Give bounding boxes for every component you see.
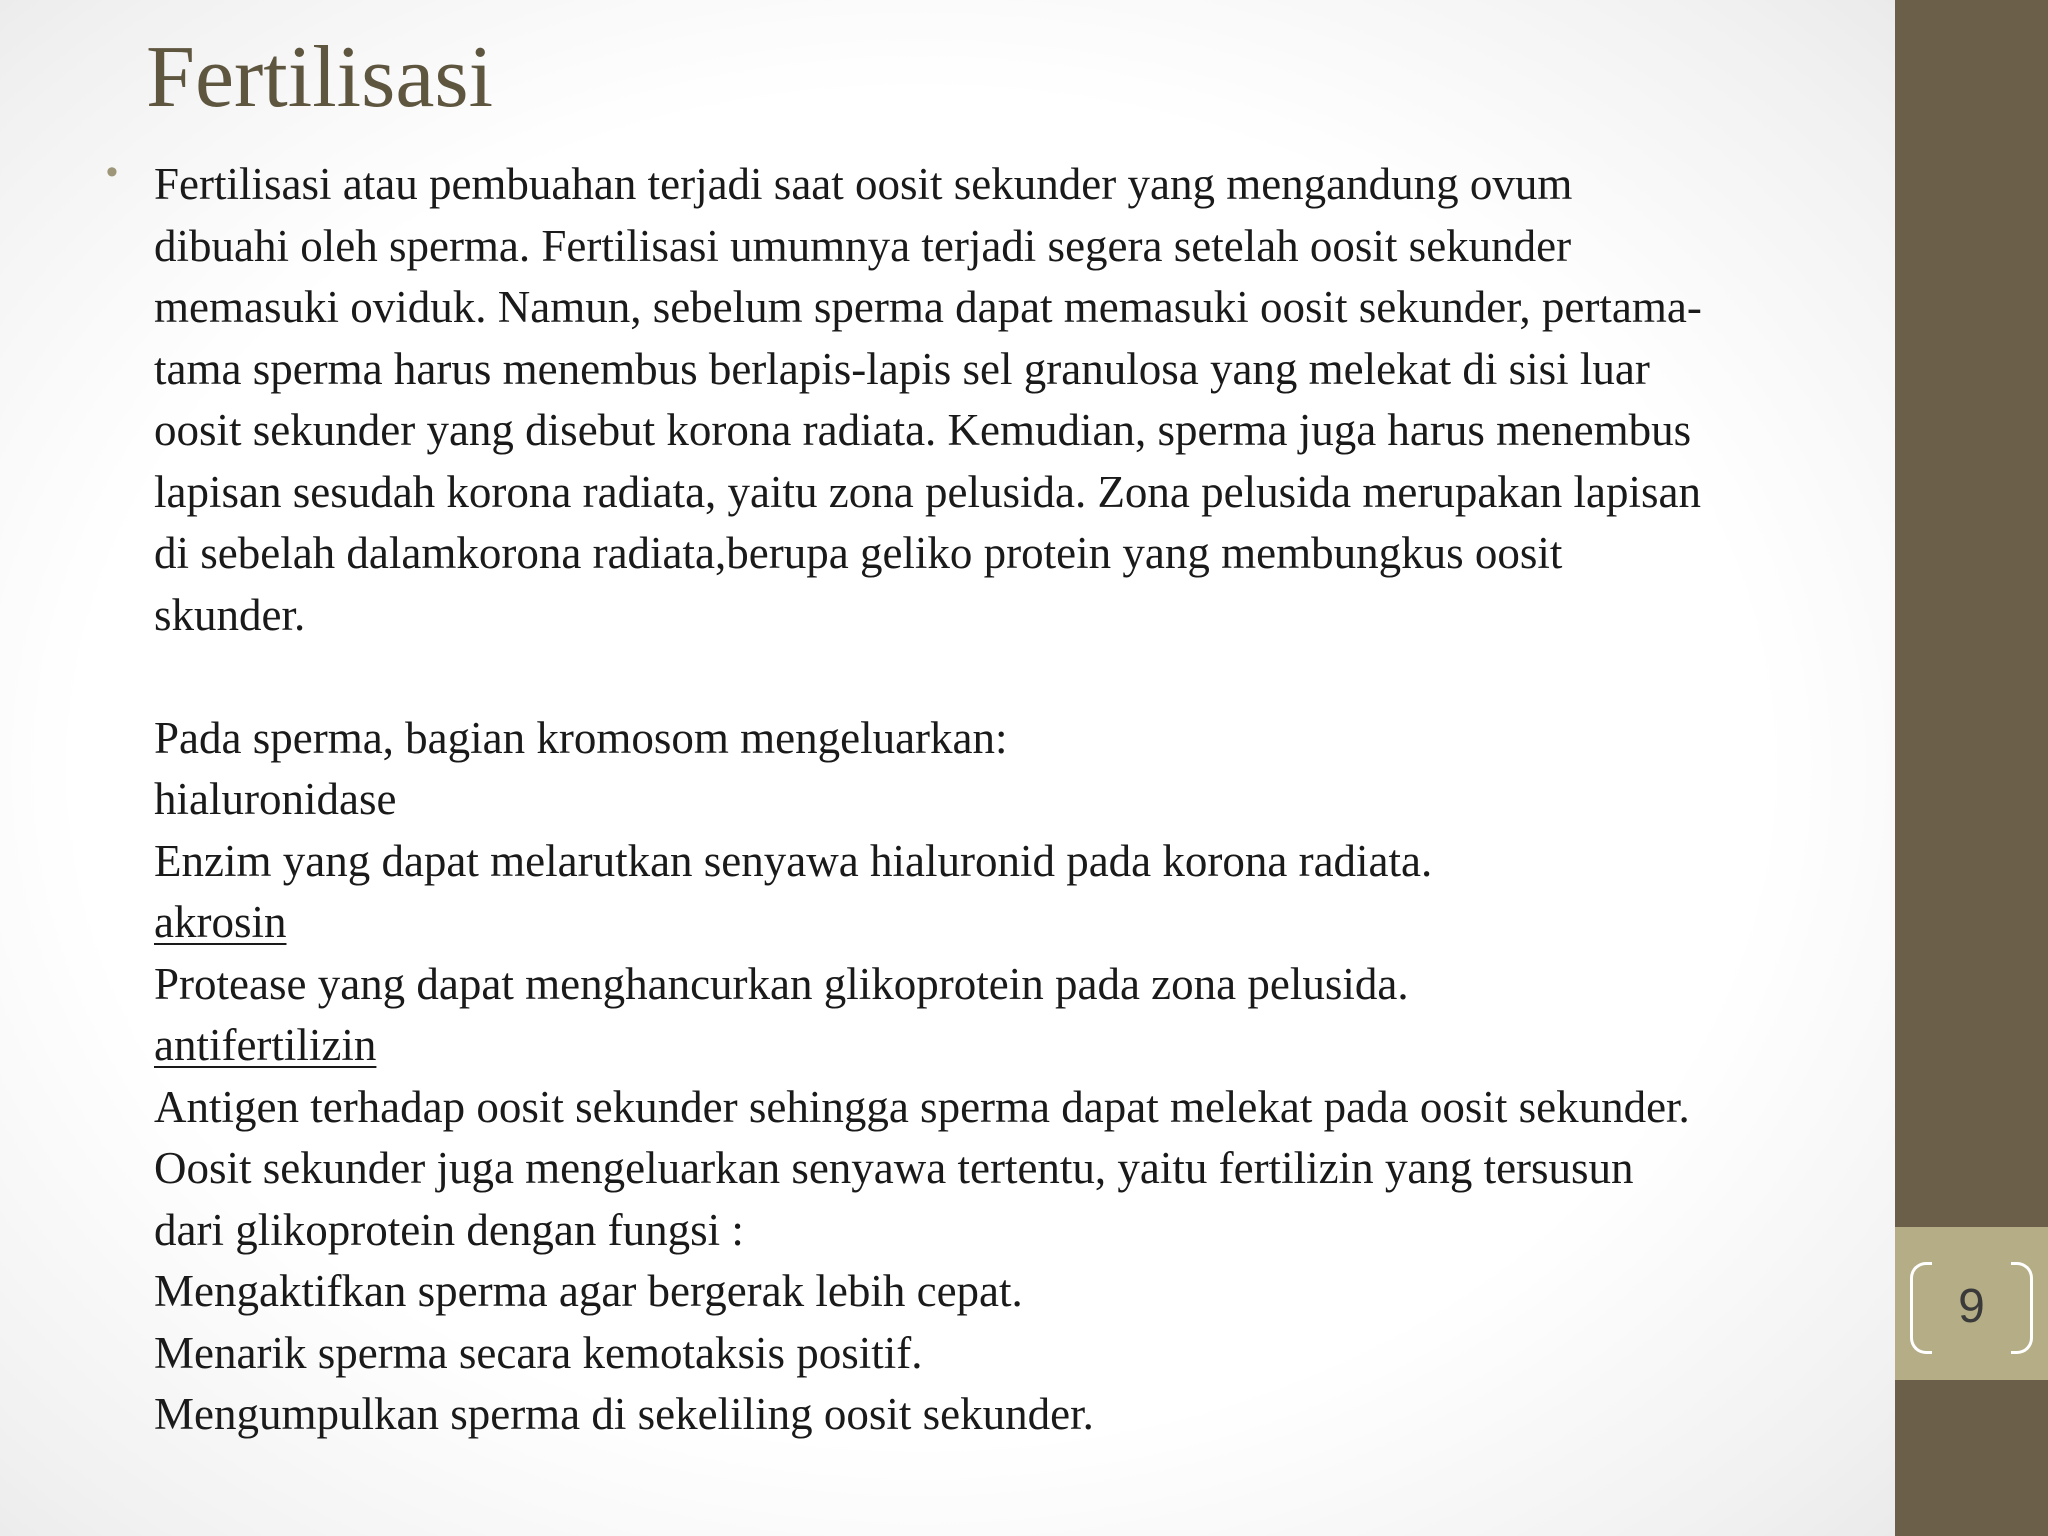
text-line: oosit sekunder yang disebut korona radiata. Kemudian, sperma juga harus menembus bbox=[154, 405, 1692, 455]
right-bracket-icon bbox=[2011, 1262, 2033, 1354]
text-line: dibuahi oleh sperma. Fertilisasi umumnya terjadi segera setelah oosit sekunder bbox=[154, 220, 1572, 271]
text-line: dari glikoprotein dengan fungsi : bbox=[154, 1204, 744, 1255]
text-line: Antigen terhadap oosit sekunder sehingga sperma dapat melekat pada oosit sekunder. bbox=[154, 1081, 1690, 1132]
blank-line bbox=[154, 646, 1914, 708]
term-hialuronidase: hialuronidase bbox=[154, 774, 397, 824]
text-line: Mengumpulkan sperma di sekeliling oosit sekunder. bbox=[154, 1389, 1094, 1439]
term-akrosin: akrosin bbox=[154, 897, 287, 947]
text-line: Mengaktifkan sperma agar bergerak lebih cepat. bbox=[154, 1266, 1023, 1316]
bullet-icon: • bbox=[106, 153, 118, 191]
text-line: Fertilisasi atau pembuahan terjadi saat oosit sekunder yang mengandung ovum bbox=[154, 159, 1573, 209]
text-line: Pada sperma, bagian kromosom mengeluarkan: bbox=[154, 712, 1008, 763]
text-line: di sebelah dalamkorona radiata,berupa geliko protein yang membungkus oosit bbox=[154, 528, 1563, 578]
body-text bbox=[154, 154, 1914, 1446]
text-line: Menarik sperma secara kemotaksis positif. bbox=[154, 1327, 923, 1378]
text-line: tama sperma harus menembus berlapis-lapis sel granulosa yang melekat di sisi luar bbox=[154, 343, 1650, 394]
text-line: memasuki oviduk. Namun, sebelum sperma dapat memasuki oosit sekunder, pertama- bbox=[154, 282, 1702, 332]
text-line: Oosit sekunder juga mengeluarkan senyawa tertentu, yaitu fertilizin yang tersusun bbox=[154, 1143, 1634, 1193]
text-line: Enzim yang dapat melarutkan senyawa hialuronid pada korona radiata. bbox=[154, 835, 1433, 886]
text-line: skunder. bbox=[154, 589, 306, 640]
text-line: lapisan sesudah korona radiata, yaitu zona pelusida. Zona pelusida merupakan lapisan bbox=[154, 466, 1701, 517]
text-line: Protease yang dapat menghancurkan glikoprotein pada zona pelusida. bbox=[154, 958, 1409, 1009]
term-antifertilizin: antifertilizin bbox=[154, 1020, 377, 1070]
page-number: 9 bbox=[1958, 1280, 1985, 1333]
slide-title: Fertilisasi bbox=[146, 29, 494, 126]
